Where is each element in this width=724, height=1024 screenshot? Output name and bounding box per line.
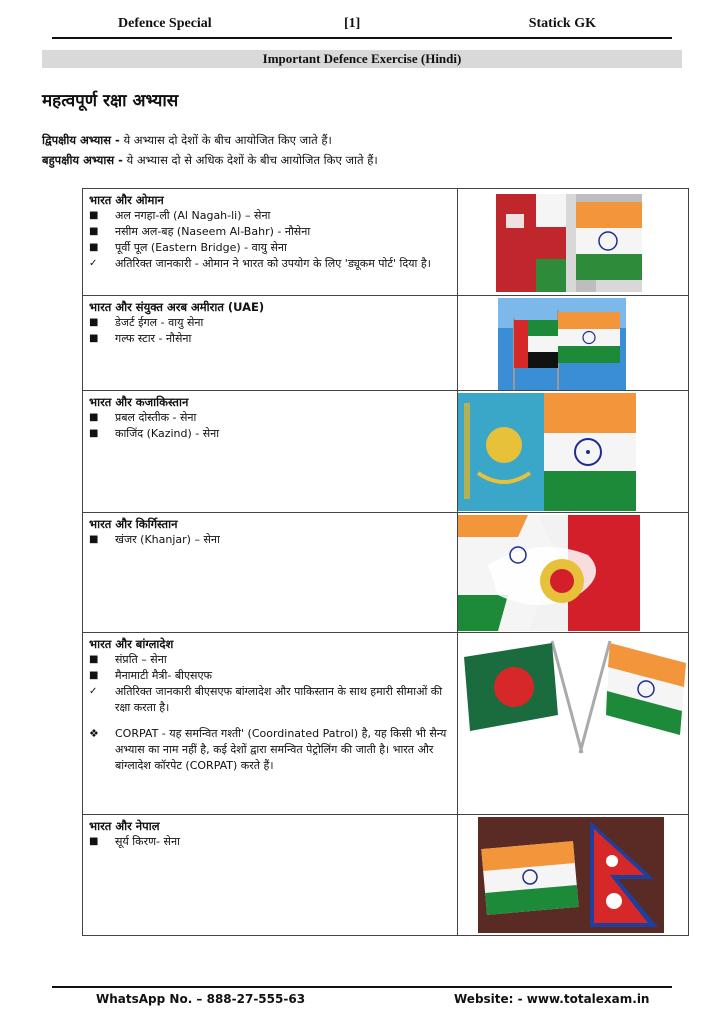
row-title: भारत और संयुक्त अरब अमीरात (UAE) xyxy=(89,300,265,314)
oman-india-puzzle-flags-image xyxy=(496,194,642,292)
uae-india-flags-image xyxy=(498,298,626,390)
item-text: प्रबल दोस्तीक - सेना xyxy=(115,411,197,424)
list-item xyxy=(89,240,451,256)
table-row xyxy=(83,189,689,296)
footer-rule xyxy=(52,986,672,988)
header-left: Defence Special xyxy=(118,16,212,31)
list-item xyxy=(89,652,451,668)
definition-text: ये अभ्यास दो से अधिक देशों के बीच आयोजित किए जाते हैं। xyxy=(122,153,378,167)
item-text: पूर्वी पूल (Eastern Bridge) - वायु सेना xyxy=(115,241,287,254)
row-text xyxy=(83,633,458,815)
list-item xyxy=(89,224,451,240)
image-cell xyxy=(458,189,689,296)
item-text: संप्रति – सेना xyxy=(115,653,167,666)
table-row xyxy=(83,513,689,633)
item-text: अल नगहा-ली (Al Nagah-li) – सेना xyxy=(115,209,271,222)
image-cell xyxy=(458,296,689,391)
header-page-number: [1] xyxy=(344,16,361,31)
bullet-marker: ■ xyxy=(89,226,99,237)
definition-term: बहुपक्षीय अभ्यास - xyxy=(42,153,123,167)
bullet-marker: ■ xyxy=(89,428,99,439)
bullet-marker: ✓ xyxy=(89,686,98,697)
bullet-marker: ■ xyxy=(89,534,99,545)
row-text xyxy=(83,815,458,936)
row-text xyxy=(83,391,458,513)
list-item xyxy=(89,410,451,426)
list-item xyxy=(89,208,451,224)
header-rule xyxy=(52,37,672,39)
kyrgyzstan-india-handshake-image xyxy=(458,515,640,631)
bullet-marker: ✓ xyxy=(89,258,98,269)
table-row xyxy=(83,296,689,391)
bullet-marker: ■ xyxy=(89,317,99,328)
list-item xyxy=(89,315,451,331)
footer-website: Website: - www.totalexam.in xyxy=(454,992,650,1006)
definition-multilateral xyxy=(42,153,378,168)
header-right: Statick GK xyxy=(528,16,596,31)
corpat-note xyxy=(89,726,451,774)
image-cell xyxy=(458,391,689,513)
item-text: अतिरिक्त जानकारी बीएसएफ बांग्लादेश और पाकिस्तान के साथ हमारी सीमाओं की रक्षा करता है। xyxy=(115,685,443,714)
kazakhstan-india-flags-image xyxy=(458,393,636,511)
bangladesh-india-flags-image xyxy=(460,635,686,755)
bullet-marker: ■ xyxy=(89,654,99,665)
list-item xyxy=(89,331,451,347)
list-item xyxy=(89,256,451,272)
nepal-india-flags-image xyxy=(478,817,664,933)
definition-text: ये अभ्यास दो देशों के बीच आयोजित किए जाते हैं। xyxy=(119,133,332,147)
item-text: गल्फ स्टार - नौसेना xyxy=(115,332,192,345)
image-cell xyxy=(458,633,689,815)
bullet-marker: ■ xyxy=(89,412,99,423)
page-title: महत्वपूर्ण रक्षा अभ्यास xyxy=(42,91,179,111)
list-item xyxy=(89,684,451,716)
page-header xyxy=(52,14,672,36)
list-item xyxy=(89,834,451,850)
bullet-marker: ■ xyxy=(89,333,99,344)
table-row xyxy=(83,815,689,936)
list-item xyxy=(89,426,451,442)
item-text: काजिंद (Kazind) - सेना xyxy=(115,427,220,440)
list-item xyxy=(89,668,451,684)
item-text: मैनामाटी मैत्री- बीएसएफ xyxy=(115,669,213,682)
row-title: भारत और नेपाल xyxy=(89,819,160,833)
item-text: सूर्य किरण- सेना xyxy=(115,835,180,848)
image-cell xyxy=(458,815,689,936)
row-title: भारत और किर्गिस्तान xyxy=(89,517,178,531)
item-text: CORPAT - यह समन्वित गश्ती' (Coordinated Patrol) है, यह किसी भी सैन्य अभ्यास का नाम नहीं है, कई देशों द्वारा समन्वित पेट्रोलिंग की जाती है। भारत और बांग्लादेश कॉरपेट (CORPAT) करते हैं। xyxy=(115,727,447,772)
bullet-marker: ■ xyxy=(89,670,99,681)
item-text: खंजर (Khanjar) – सेना xyxy=(115,533,220,546)
table-row xyxy=(83,633,689,815)
table-row xyxy=(83,391,689,513)
definition-bilateral xyxy=(42,133,332,148)
definition-term: द्विपक्षीय अभ्यास - xyxy=(42,133,120,147)
bullet-marker: ■ xyxy=(89,242,99,253)
row-text xyxy=(83,513,458,633)
item-text: अतिरिक्त जानकारी - ओमान ने भारत को उपयोग के लिए 'ड्यूकम पोर्ट' दिया है। xyxy=(115,257,431,270)
item-text: नसीम अल-बह (Naseem Al-Bahr) - नौसेना xyxy=(115,225,311,238)
row-title: भारत और ओमान xyxy=(89,193,164,207)
row-text xyxy=(83,296,458,391)
bullet-marker: ■ xyxy=(89,210,99,221)
exercise-table xyxy=(82,188,689,936)
bullet-marker: ❖ xyxy=(89,727,99,740)
section-banner: Important Defence Exercise (Hindi) xyxy=(42,50,682,68)
row-text xyxy=(83,189,458,296)
list-item xyxy=(89,532,451,548)
bullet-marker: ■ xyxy=(89,836,99,847)
row-title: भारत और बांग्लादेश xyxy=(89,637,174,651)
image-cell xyxy=(458,513,689,633)
item-text: डेजर्ट ईगल - वायु सेना xyxy=(115,316,204,329)
footer-whatsapp: WhatsApp No. – 888-27-555-63 xyxy=(96,992,306,1006)
row-title: भारत और कजाकिस्तान xyxy=(89,395,189,409)
